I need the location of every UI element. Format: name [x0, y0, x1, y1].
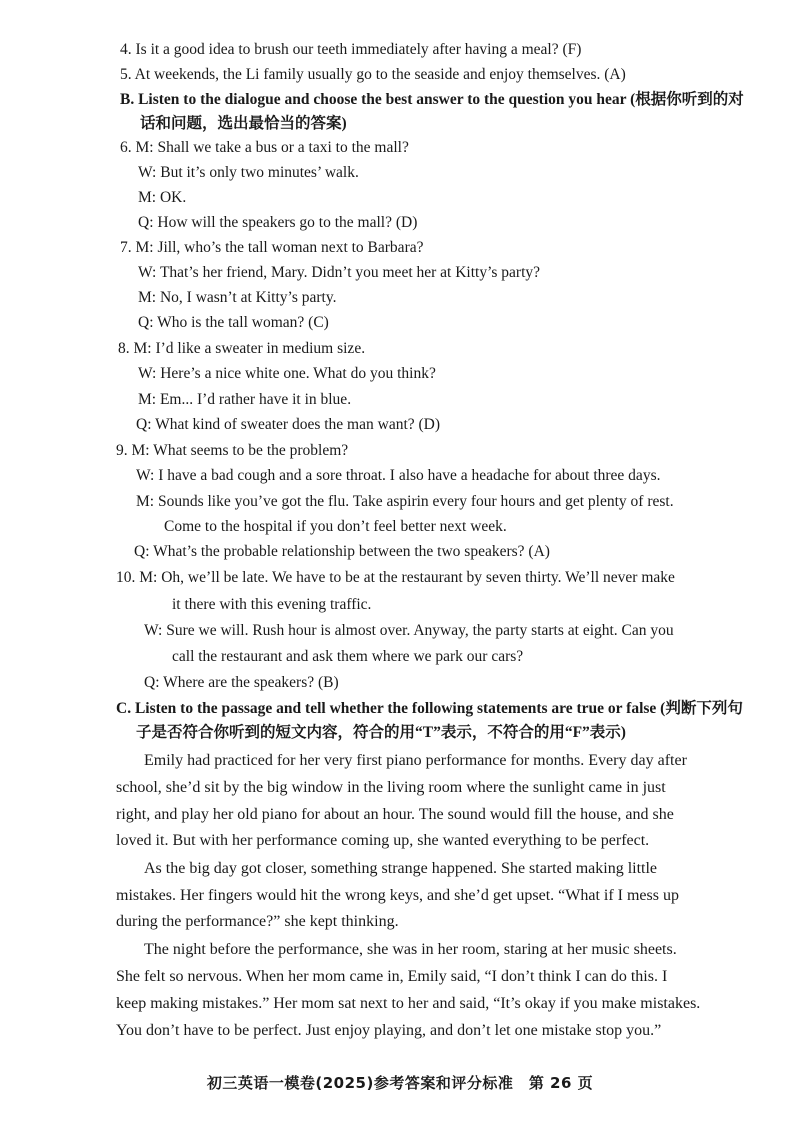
dialogue-line: M: OK. — [138, 189, 187, 206]
dialogue-line: it there with this evening traffic. — [172, 596, 372, 613]
passage-line: You don’t have to be perfect. Just enjoy playing, and don’t let one mistake stop you.” — [116, 1022, 662, 1039]
passage-line: mistakes. Her fingers would hit the wrong keys, and she’d get upset. “What if I mess up — [116, 887, 679, 904]
dialogue-line: Q: Who is the tall woman? (C) — [138, 314, 329, 331]
dialogue-line: W: I have a bad cough and a sore throat. I also have a headache for about three days. — [136, 467, 661, 484]
passage-line: loved it. But with her performance coming up, she wanted everything to be perfect. — [116, 832, 650, 849]
dialogue-line: W: But it’s only two minutes’ walk. — [138, 164, 359, 181]
passage-line: Emily had practiced for her very first piano performance for months. Every day after — [144, 752, 687, 769]
dialogue-line: 6. M: Shall we take a bus or a taxi to the mall? — [120, 139, 409, 156]
dialogue-line: 10. M: Oh, we’ll be late. We have to be at the restaurant by seven thirty. We’ll never make — [116, 569, 675, 586]
section-heading: C. Listen to the passage and tell whether the following statements are true or false (判断下列句 — [116, 700, 743, 717]
dialogue-line: Q: How will the speakers go to the mall? (D) — [138, 214, 418, 231]
dialogue-line: call the restaurant and ask them where we park our cars? — [172, 648, 524, 665]
passage-line: keep making mistakes.” Her mom sat next to her and said, “It’s okay if you make mistakes. — [116, 995, 701, 1012]
dialogue-line: 9. M: What seems to be the problem? — [116, 442, 349, 459]
dialogue-line: 7. M: Jill, who’s the tall woman next to Barbara? — [120, 239, 424, 256]
passage-line: The night before the performance, she was in her room, staring at her music sheets. — [144, 941, 677, 958]
dialogue-line: Q: Where are the speakers? (B) — [144, 674, 339, 691]
dialogue-line: W: Sure we will. Rush hour is almost over. Anyway, the party starts at eight. Can you — [144, 622, 674, 639]
section-heading: B. Listen to the dialogue and choose the best answer to the question you hear (根据你听到的对 — [120, 91, 744, 108]
question-line: 5. At weekends, the Li family usually go to the seaside and enjoy themselves. (A) — [120, 66, 626, 83]
question-line: 4. Is it a good idea to brush our teeth immediately after having a meal? (F) — [120, 41, 582, 58]
dialogue-line: 8. M: I’d like a sweater in medium size. — [118, 340, 366, 357]
page-footer: 初三英语一模卷(2025)参考答案和评分标准 第 26 页 — [206, 1074, 594, 1092]
passage-line: As the big day got closer, something strange happened. She started making little — [144, 860, 658, 877]
dialogue-line: M: Sounds like you’ve got the flu. Take aspirin every four hours and get plenty of rest. — [136, 493, 674, 510]
passage-line: She felt so nervous. When her mom came in, Emily said, “I don’t think I can do this. I — [116, 968, 668, 985]
section-heading: 话和问题，选出最恰当的答案) — [140, 115, 347, 132]
passage-line: during the performance?” she kept thinking. — [116, 913, 399, 930]
dialogue-line: M: No, I wasn’t at Kitty’s party. — [138, 289, 337, 306]
dialogue-line: Q: What’s the probable relationship between the two speakers? (A) — [134, 543, 550, 560]
dialogue-line: W: Here’s a nice white one. What do you think? — [138, 365, 436, 382]
dialogue-line: W: That’s her friend, Mary. Didn’t you meet her at Kitty’s party? — [138, 264, 541, 281]
dialogue-line: M: Em... I’d rather have it in blue. — [138, 391, 352, 408]
dialogue-line: Q: What kind of sweater does the man want? (D) — [136, 416, 441, 433]
section-heading: 子是否符合你听到的短文内容，符合的用“T”表示，不符合的用“F”表示) — [136, 724, 626, 741]
dialogue-line: Come to the hospital if you don’t feel better next week. — [164, 518, 507, 535]
passage-line: school, she’d sit by the big window in the living room where the sunlight came in just — [116, 779, 666, 796]
passage-line: right, and play her old piano for about an hour. The sound would fill the house, and she — [116, 806, 674, 823]
